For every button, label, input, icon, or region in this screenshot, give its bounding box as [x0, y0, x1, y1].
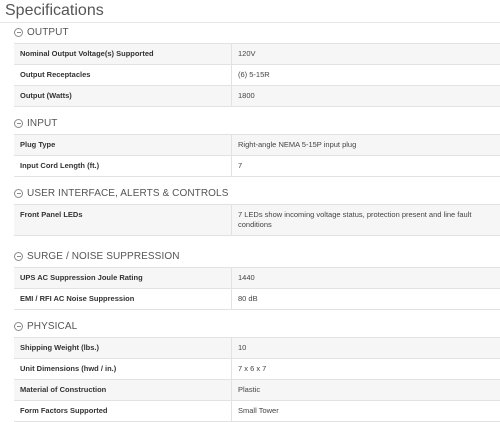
section-input	[14, 115, 500, 177]
table-row	[14, 65, 500, 86]
collapse-icon[interactable]	[14, 322, 23, 331]
spec-label: EMI / RFI AC Noise Suppression	[14, 289, 232, 310]
section-user-interface	[14, 185, 500, 236]
spec-label: Form Factors Supported	[14, 401, 232, 422]
spec-value: 80 dB	[232, 289, 500, 310]
spec-value: 7 LEDs show incoming voltage status, protection present and line fault conditions	[232, 205, 500, 236]
table-row	[14, 156, 500, 177]
section-heading: PHYSICAL	[27, 321, 77, 332]
spec-value: 7 x 6 x 7	[232, 359, 500, 380]
spec-value: 7	[232, 156, 500, 177]
table-row	[14, 380, 500, 401]
title-divider	[0, 22, 500, 23]
section-header-input[interactable]	[14, 115, 500, 131]
spec-label: Input Cord Length (ft.)	[14, 156, 232, 177]
spec-value: Small Tower	[232, 401, 500, 422]
spec-label: UPS AC Suppression Joule Rating	[14, 268, 232, 289]
spec-value: (6) 5-15R	[232, 65, 500, 86]
page-title: Specifications	[5, 1, 104, 21]
table-row	[14, 338, 500, 359]
spec-table-physical	[14, 337, 500, 422]
spec-value: 1800	[232, 86, 500, 107]
section-output	[14, 24, 500, 107]
table-row	[14, 359, 500, 380]
section-heading: SURGE / NOISE SUPPRESSION	[27, 251, 180, 262]
spec-label: Nominal Output Voltage(s) Supported	[14, 44, 232, 65]
spec-label: Front Panel LEDs	[14, 205, 232, 236]
collapse-icon[interactable]	[14, 252, 23, 261]
spec-value: 1440	[232, 268, 500, 289]
spec-table-output	[14, 43, 500, 107]
section-header-user-interface[interactable]	[14, 185, 500, 201]
table-row	[14, 401, 500, 422]
spec-table-surge-noise	[14, 267, 500, 310]
section-surge-noise	[14, 248, 500, 310]
section-heading: USER INTERFACE, ALERTS & CONTROLS	[27, 188, 229, 199]
spec-value: Plastic	[232, 380, 500, 401]
spec-value: 10	[232, 338, 500, 359]
spec-value: 120V	[232, 44, 500, 65]
table-row	[14, 268, 500, 289]
collapse-icon[interactable]	[14, 119, 23, 128]
collapse-icon[interactable]	[14, 28, 23, 37]
spec-table-user-interface	[14, 204, 500, 236]
section-physical	[14, 318, 500, 422]
table-row	[14, 86, 500, 107]
section-header-physical[interactable]	[14, 318, 500, 334]
section-header-output[interactable]	[14, 24, 500, 40]
spec-table-input	[14, 134, 500, 177]
spec-label: Output Receptacles	[14, 65, 232, 86]
table-row	[14, 289, 500, 310]
spec-label: Unit Dimensions (hwd / in.)	[14, 359, 232, 380]
table-row	[14, 135, 500, 156]
section-heading: OUTPUT	[27, 27, 69, 38]
collapse-icon[interactable]	[14, 189, 23, 198]
spec-label: Shipping Weight (lbs.)	[14, 338, 232, 359]
table-row	[14, 205, 500, 236]
spec-label: Plug Type	[14, 135, 232, 156]
spec-label: Material of Construction	[14, 380, 232, 401]
spec-value: Right-angle NEMA 5-15P input plug	[232, 135, 500, 156]
section-header-surge-noise[interactable]	[14, 248, 500, 264]
section-heading: INPUT	[27, 118, 58, 129]
spec-label: Output (Watts)	[14, 86, 232, 107]
table-row	[14, 44, 500, 65]
